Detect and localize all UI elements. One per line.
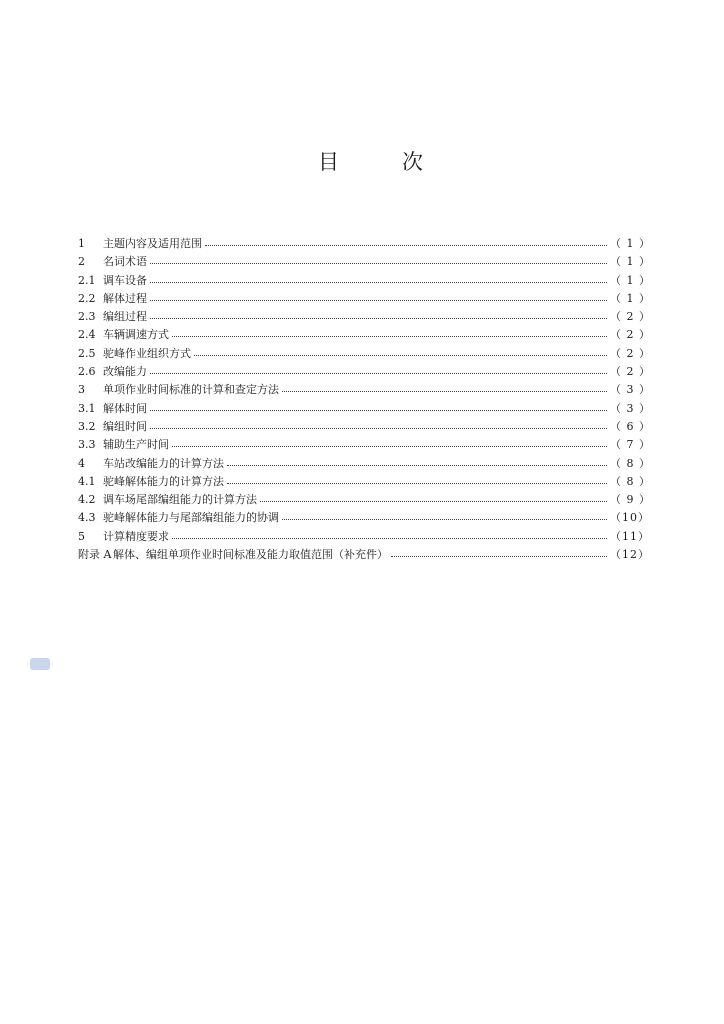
toc-leader-dots bbox=[150, 289, 607, 301]
toc-entry-page: （ 1 ） bbox=[610, 291, 651, 305]
toc-entry[interactable] bbox=[78, 381, 651, 399]
toc-entry-page: （ 1 ） bbox=[610, 237, 651, 250]
toc-entry-number: 2.2 bbox=[78, 291, 96, 305]
toc-entry-number: 2.5 bbox=[78, 346, 96, 360]
toc-entry-page: （12） bbox=[610, 548, 650, 562]
watermark-stamp-icon bbox=[30, 658, 50, 670]
toc-entry-title: 计算精度要求 bbox=[103, 529, 169, 543]
toc-entry-number: 4.3 bbox=[78, 511, 96, 525]
toc-leader-dots bbox=[391, 545, 607, 557]
toc-entry-page: （10） bbox=[610, 511, 650, 525]
toc-leader-dots bbox=[150, 252, 607, 264]
toc-leader-dots bbox=[172, 527, 607, 539]
toc-entry[interactable] bbox=[78, 253, 651, 271]
toc-entry-title: 驼峰解体能力与尾部编组能力的协调 bbox=[103, 511, 279, 525]
toc-entry-title: 解体时间 bbox=[103, 401, 147, 415]
toc-entry-number: 3.1 bbox=[78, 401, 96, 415]
toc-entry[interactable] bbox=[78, 509, 650, 527]
toc-leader-dots bbox=[150, 417, 607, 429]
toc-entry[interactable] bbox=[78, 345, 651, 363]
toc-leader-dots bbox=[172, 435, 607, 447]
toc-entry-title: 编组时间 bbox=[103, 419, 147, 433]
toc-entry-page: （ 2 ） bbox=[610, 346, 651, 360]
toc-entry[interactable] bbox=[78, 290, 651, 308]
toc-leader-dots bbox=[150, 307, 607, 319]
toc-entry-number: 4 bbox=[78, 456, 85, 470]
toc-entry-title: 车站改编能力的计算方法 bbox=[103, 456, 224, 470]
toc-entry-title: 解体、编组单项作业时间标准及能力取值范围（补充件） bbox=[113, 548, 388, 562]
toc-entry-page: （ 2 ） bbox=[610, 365, 651, 379]
toc-entry-page: （ 1 ） bbox=[610, 255, 651, 269]
toc-entry-number: 2.3 bbox=[78, 310, 96, 324]
toc-entry-number: 1 bbox=[78, 237, 85, 250]
toc-entry-title: 名词术语 bbox=[103, 255, 147, 269]
toc-entry[interactable] bbox=[78, 363, 651, 381]
toc-entry-page: （ 1 ） bbox=[610, 273, 651, 287]
toc-entry-number: 2.4 bbox=[78, 328, 96, 342]
toc-entry-number: 5 bbox=[78, 529, 85, 543]
toc-entry-number: 2.6 bbox=[78, 365, 96, 379]
toc-entry[interactable] bbox=[78, 436, 651, 454]
toc-leader-dots bbox=[150, 362, 607, 374]
toc-entry-number: 3.2 bbox=[78, 419, 96, 433]
toc-entry[interactable] bbox=[78, 455, 651, 473]
toc-entry[interactable] bbox=[78, 418, 651, 436]
toc-entry[interactable] bbox=[78, 326, 651, 344]
toc-entry-appendix[interactable] bbox=[78, 546, 650, 564]
toc-entry-page: （ 2 ） bbox=[610, 328, 651, 342]
toc-leader-dots bbox=[227, 472, 607, 484]
toc-entry-number: 4.1 bbox=[78, 474, 96, 488]
toc-entry[interactable] bbox=[78, 400, 651, 418]
toc-entry-title: 调车设备 bbox=[103, 273, 147, 287]
toc-entry-page: （ 7 ） bbox=[610, 438, 651, 452]
toc-entry-number: 2.1 bbox=[78, 273, 96, 287]
toc-leader-dots bbox=[227, 454, 607, 466]
toc-leader-dots bbox=[150, 271, 607, 283]
toc-entry-page: （ 8 ） bbox=[610, 456, 651, 470]
toc-entry-title: 编组过程 bbox=[103, 310, 147, 324]
toc-entry[interactable] bbox=[78, 528, 650, 546]
toc-entry-page: （ 8 ） bbox=[610, 474, 651, 488]
toc-entry-title: 车辆调速方式 bbox=[103, 328, 169, 342]
toc-entry[interactable] bbox=[78, 308, 651, 326]
toc-entry-number: 3 bbox=[78, 383, 85, 397]
toc-entry-number: 2 bbox=[78, 255, 85, 269]
title-char-1: 目 bbox=[318, 150, 339, 174]
toc-entry-title: 辅助生产时间 bbox=[103, 438, 169, 452]
toc-leader-dots bbox=[282, 508, 607, 520]
toc-entry-number: 附录 A bbox=[78, 548, 112, 562]
toc-entry-title: 改编能力 bbox=[103, 365, 147, 379]
toc-leader-dots bbox=[172, 325, 607, 337]
toc-entry-page: （ 2 ） bbox=[610, 310, 651, 324]
table-of-contents bbox=[78, 235, 651, 564]
title-char-2: 次 bbox=[402, 150, 423, 174]
toc-entry-page: （ 3 ） bbox=[610, 401, 651, 415]
toc-entry-title: 调车场尾部编组能力的计算方法 bbox=[103, 493, 257, 507]
toc-entry-title: 驼峰解体能力的计算方法 bbox=[103, 474, 224, 488]
toc-leader-dots bbox=[194, 344, 607, 356]
toc-entry-page: （ 3 ） bbox=[610, 383, 651, 397]
toc-entry-title: 单项作业时间标准的计算和查定方法 bbox=[103, 383, 279, 397]
toc-entry-title: 解体过程 bbox=[103, 291, 147, 305]
toc-leader-dots bbox=[150, 399, 607, 411]
toc-entry-page: （11） bbox=[610, 529, 650, 543]
toc-entry[interactable] bbox=[78, 473, 651, 491]
toc-leader-dots bbox=[260, 490, 607, 502]
toc-entry[interactable] bbox=[78, 235, 651, 253]
toc-entry-number: 3.3 bbox=[78, 438, 96, 452]
toc-entry[interactable] bbox=[78, 272, 651, 290]
toc-leader-dots bbox=[282, 380, 607, 392]
toc-entry-title: 驼峰作业组织方式 bbox=[103, 346, 191, 360]
toc-entry[interactable] bbox=[78, 491, 651, 509]
toc-entry-number: 4.2 bbox=[78, 493, 96, 507]
toc-entry-title: 主题内容及适用范围 bbox=[103, 237, 202, 250]
toc-entry-page: （ 6 ） bbox=[610, 419, 651, 433]
toc-leader-dots bbox=[205, 234, 607, 246]
toc-entry-page: （ 9 ） bbox=[610, 493, 651, 507]
